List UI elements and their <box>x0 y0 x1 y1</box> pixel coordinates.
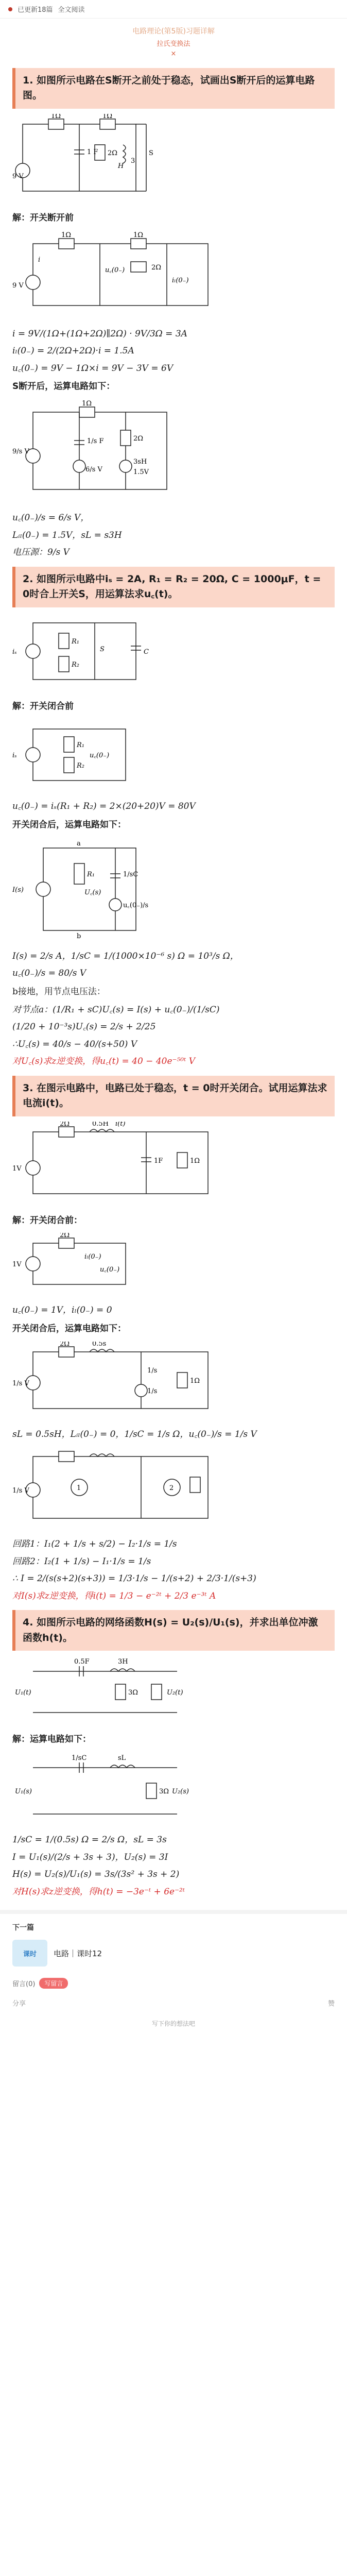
svg-text:9 V: 9 V <box>12 281 24 290</box>
q4-eq2: I = U₁(s)/(2/s + 3s + 3)，U₂(s) = 3I <box>12 1852 168 1862</box>
q1-li: Lᵢₗ(0₋) = 1.5V，sL = s3H <box>12 530 122 540</box>
q3-circuit-figure <box>12 1122 335 1206</box>
q1-eq-il: iₗ(0₋) = 2/(2Ω+2Ω)·i = 1.5A <box>12 346 134 357</box>
svg-text:b: b <box>77 932 81 940</box>
svg-text:S: S <box>149 149 153 157</box>
q3-after: 开关闭合后，运算电路如下： <box>12 1323 126 1334</box>
svg-text:1 F: 1 F <box>87 148 98 156</box>
svg-text:3H: 3H <box>118 1658 128 1666</box>
next-article-card[interactable] <box>12 1940 335 1967</box>
q4-eq3: H(s) = U₂(s)/U₁(s) = 3s/(3s² + 3s + 2) <box>12 1869 180 1880</box>
svg-text:R₁: R₁ <box>77 741 84 750</box>
svg-text:I(s): I(s) <box>12 886 24 894</box>
svg-text:U₁(s): U₁(s) <box>15 1788 32 1796</box>
svg-text:sL: sL <box>118 1754 126 1762</box>
write-comment-button[interactable]: 写留言 <box>39 1978 68 1989</box>
svg-text:1Ω: 1Ω <box>190 1377 200 1385</box>
q2-num-eq: (1/20 + 10⁻³s)U꜀(s) = 2/s + 2/25 <box>12 1022 156 1032</box>
svg-text:1/sC: 1/sC <box>72 1754 87 1762</box>
svg-text:3Ω: 3Ω <box>128 1689 138 1697</box>
q1-circuit-figure <box>12 114 335 204</box>
q2-circuit-figure <box>12 613 335 692</box>
comment-count: 留言(0) <box>12 1980 36 1989</box>
svg-text:iₛ: iₛ <box>12 648 17 656</box>
svg-text:U꜀(s): U꜀(s) <box>84 888 101 896</box>
svg-text:2Ω: 2Ω <box>151 263 162 272</box>
svg-text:2Ω: 2Ω <box>133 435 144 443</box>
read-all-link[interactable]: 全文阅读 <box>58 6 85 14</box>
q4-solution-label: 解：运算电路如下： <box>12 1734 91 1745</box>
q3-inverse: 对I(s)求z逆变换，得i(t) = 1/3 − e⁻²ᵗ + 2/3 e⁻³ᵗ A <box>12 1590 216 1601</box>
q4-op-figure <box>12 1752 335 1826</box>
question-4: 4. 如图所示电路的网络函数H(s) = U₂(s)/U₁(s)，并求出单位冲激函数h(t)。 <box>12 1610 335 1651</box>
svg-text:R₁: R₁ <box>87 870 95 878</box>
svg-text:2: 2 <box>169 1484 174 1493</box>
q4-eq1: 1/sC = 1/(0.5s) Ω = 2/s Ω，sL = 3s <box>12 1835 167 1845</box>
svg-text:2Ω: 2Ω <box>60 1341 70 1348</box>
article-body <box>0 68 347 1899</box>
comment-prompt[interactable]: 写下你的想法吧 <box>151 2020 195 2028</box>
bottom-actions <box>12 1989 335 2013</box>
svg-text:3Ω: 3Ω <box>159 1788 169 1796</box>
svg-text:1: 1 <box>77 1484 81 1493</box>
question-2: 2. 如图所示电路中iₛ = 2A, R₁ = R₂ = 20Ω, C = 1000μF，t = 0时合上开关S，用运算法求u꜀(t)。 <box>12 567 335 607</box>
q1-vs: 电压源：9/s V <box>12 547 70 558</box>
svg-text:1Ω: 1Ω <box>133 231 144 239</box>
svg-text:C: C <box>144 648 149 656</box>
q1-eq-uc: u꜀(0₋) = 9V − 1Ω×i = 9V − 3V = 6V <box>12 363 173 374</box>
q3-solution-label: 解：开关闭合前： <box>12 1215 82 1226</box>
svg-text:a: a <box>77 839 81 848</box>
status-dot-icon <box>8 7 12 11</box>
svg-text:2Ω: 2Ω <box>60 1233 70 1240</box>
svg-text:U₁(t): U₁(t) <box>15 1689 31 1697</box>
close-icon[interactable]: × <box>170 50 177 58</box>
q1-solution-label: 解：开关断开前 <box>12 212 74 223</box>
svg-text:1/s: 1/s <box>147 1366 158 1375</box>
q3-loop1: 回路1：I₁(2 + 1/s + s/2) − I₂·1/s = 1/s <box>12 1539 177 1550</box>
q1-uc-over-s: u꜀(0₋)/s = 6/s V， <box>12 513 90 523</box>
svg-text:U₂(s): U₂(s) <box>172 1788 189 1796</box>
svg-text:2Ω: 2Ω <box>60 1121 70 1128</box>
svg-text:1.5V: 1.5V <box>133 468 149 477</box>
q3-before-figure <box>12 1233 335 1297</box>
svg-text:0.5H: 0.5H <box>92 1121 109 1128</box>
like-button[interactable]: 赞 <box>327 2000 335 2008</box>
article-footer <box>0 1910 347 2041</box>
article-subtitle: 拉氏变换法 <box>157 40 190 48</box>
svg-text:2Ω: 2Ω <box>108 149 118 157</box>
svg-text:1Ω: 1Ω <box>82 400 92 408</box>
svg-text:0.5F: 0.5F <box>74 1658 90 1666</box>
q2-eq-uc0: u꜀(0₋) = iₛ(R₁ + R₂) = 2×(20+20)V = 80V <box>12 801 196 812</box>
svg-text:1/s V: 1/s V <box>12 1379 29 1387</box>
q1-before-figure <box>12 231 335 320</box>
next-article-thumbnail: 课时 <box>12 1940 47 1967</box>
svg-text:iₗ(0₋): iₗ(0₋) <box>172 276 189 284</box>
svg-text:6/s V: 6/s V <box>85 466 102 474</box>
svg-text:1Ω: 1Ω <box>102 113 113 120</box>
article-header <box>0 19 347 61</box>
next-label: 下一篇 <box>12 1924 34 1933</box>
svg-text:1Ω: 1Ω <box>51 113 61 120</box>
q2-res-eq: ∴U꜀(s) = 40/s − 40/(s+50) V <box>12 1039 137 1049</box>
q1-eq-i: i = 9V/(1Ω+(1Ω+2Ω)∥2Ω) · 9V/3Ω = 3A <box>12 328 187 339</box>
svg-text:iₛ: iₛ <box>12 752 17 760</box>
q3-loop2: 回路2：I₂(1 + 1/s) − I₁·1/s = 1/s <box>12 1556 151 1567</box>
q2-after: 开关闭合后，运算电路如下： <box>12 819 126 830</box>
comment-row <box>12 1978 335 1989</box>
svg-text:9 V: 9 V <box>12 172 24 180</box>
svg-text:0.5s: 0.5s <box>92 1341 107 1348</box>
article-title: 电路理论(第5版)习题详解 <box>132 27 215 36</box>
q4-inverse: 对H(s)求z逆变换，得h(t) = −3e⁻ᵗ + 6e⁻²ᵗ <box>12 1886 185 1897</box>
svg-text:i: i <box>38 256 41 264</box>
svg-text:u꜀(0₋): u꜀(0₋) <box>100 1266 120 1274</box>
svg-text:1Ω: 1Ω <box>61 231 72 239</box>
svg-text:R₂: R₂ <box>77 762 84 770</box>
svg-text:iₗ(0₋): iₗ(0₋) <box>84 1253 101 1261</box>
q2-solution-label: 解：开关闭合前 <box>12 701 74 711</box>
q3-op-figure-a <box>12 1342 335 1421</box>
next-article-title: 电路｜课时12 <box>54 1948 102 1958</box>
q2-eq-is: I(s) = 2/s A，1/sC = 1/(1000×10⁻⁶ s) Ω = 10³/s Ω， <box>12 951 239 961</box>
svg-text:R₂: R₂ <box>72 660 79 669</box>
svg-text:R₁: R₁ <box>72 637 79 646</box>
svg-text:i(t): i(t) <box>115 1121 126 1128</box>
q1-op-figure <box>12 399 335 504</box>
q2-node: b接地，用节点电压法： <box>12 986 106 997</box>
svg-text:1/s: 1/s <box>147 1387 158 1395</box>
svg-text:u꜀(0₋)/s: u꜀(0₋)/s <box>123 901 149 909</box>
svg-text:1Ω: 1Ω <box>190 1157 200 1165</box>
svg-text:1/sC: 1/sC <box>123 870 138 878</box>
q3-init: u꜀(0₋) = 1V，iₗ(0₋) = 0 <box>12 1305 112 1316</box>
q2-before-figure <box>12 719 335 793</box>
svg-text:1V: 1V <box>12 1261 22 1269</box>
status-bar <box>0 0 347 19</box>
q3-res: ∴ I = 2/(s(s+2)(s+3)) = 1/3·1/s − 1/(s+2) + 2/3·1/(s+3) <box>12 1573 256 1584</box>
question-1: 1. 如图所示电路在S断开之前处于稳态，试画出S断开后的运算电路图。 <box>12 68 335 109</box>
svg-text:1/s V: 1/s V <box>12 1487 29 1495</box>
svg-text:3sH: 3sH <box>133 458 147 466</box>
q3-op-figure-b <box>12 1446 335 1531</box>
q2-op-figure <box>12 838 335 943</box>
svg-text:S: S <box>100 645 105 653</box>
svg-text:u꜀(0₋): u꜀(0₋) <box>105 266 125 274</box>
q4-circuit-figure <box>12 1656 335 1725</box>
q2-node-eq: 对节点a：(1/R₁ + sC)U꜀(s) = I(s) + u꜀(0₋)/(1/sC) <box>12 1004 220 1015</box>
svg-text:3: 3 <box>131 157 135 165</box>
q2-eq-uc-s: u꜀(0₋)/s = 80/s V <box>12 968 86 979</box>
share-button[interactable]: 分享 <box>12 2000 26 2008</box>
svg-text:1F: 1F <box>154 1157 163 1165</box>
q1-s-open: S断开后，运算电路如下： <box>12 381 115 392</box>
svg-text:u꜀(0₋): u꜀(0₋) <box>90 752 110 760</box>
svg-text:1/s F: 1/s F <box>87 437 104 446</box>
q3-sl: sL = 0.5sH，Lᵢₗ(0₋) = 0，1/sC = 1/s Ω，u꜀(0₋)/s = 1/s V <box>12 1429 257 1439</box>
svg-text:U₂(t): U₂(t) <box>167 1689 183 1697</box>
q2-inverse: 对U꜀(s)求z逆变换，得u꜀(t) = 40 − 40e⁻⁵⁰ᵗ V <box>12 1056 195 1067</box>
svg-text:H: H <box>118 162 124 170</box>
svg-text:9/s V: 9/s V <box>12 448 29 456</box>
update-label: 已更新18篇 <box>18 6 53 14</box>
svg-text:1V: 1V <box>12 1164 22 1173</box>
question-3: 3. 在图示电路中，电路已处于稳态，t = 0时开关闭合。试用运算法求电流i(t)。 <box>12 1076 335 1116</box>
